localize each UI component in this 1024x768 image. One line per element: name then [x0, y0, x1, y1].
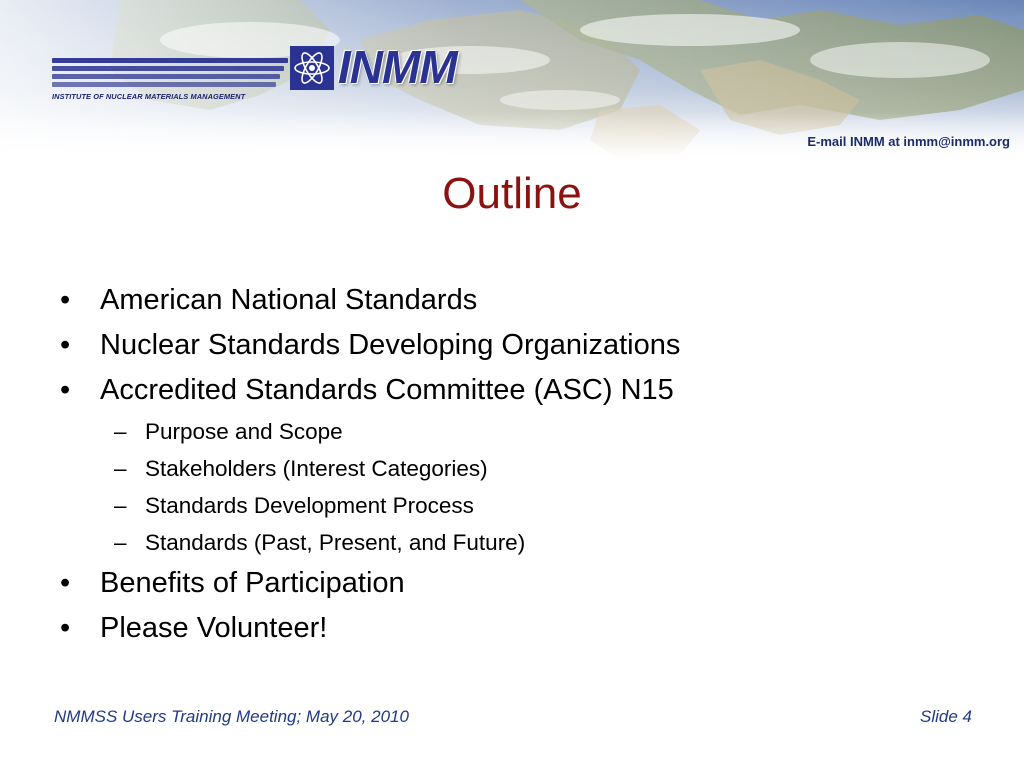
inmm-logo [52, 41, 457, 108]
footer-meeting-info: NMMSS Users Training Meeting; May 20, 2010 [54, 707, 409, 726]
sub-bullet-item [56, 487, 976, 524]
logo-stripes [52, 58, 292, 88]
footer-slide-number: Slide 4 [920, 707, 972, 726]
sub-bullet-marker: – [114, 530, 127, 555]
bullet-text: Please Volunteer! [100, 612, 328, 644]
bullet-marker: • [60, 374, 71, 406]
bullet-marker: • [60, 612, 71, 644]
logo-stripe [52, 82, 276, 87]
bullet-text: Accredited Standards Committee (ASC) N15 [100, 374, 674, 406]
logo-wordmark: INMM [338, 41, 457, 93]
bullet-item [56, 278, 976, 323]
sub-bullet-list [56, 413, 976, 561]
sub-bullet-text: Standards Development Process [145, 493, 474, 518]
sub-bullet-marker: – [114, 419, 127, 444]
sub-bullet-item [56, 450, 976, 487]
logo-subtitle: INSTITUTE OF NUCLEAR MATERIALS MANAGEMENT [52, 92, 246, 101]
bullet-text: American National Standards [100, 284, 478, 316]
bullet-item [56, 606, 976, 651]
bullet-text: Benefits of Participation [100, 567, 405, 599]
sub-bullet-text: Stakeholders (Interest Categories) [145, 456, 488, 481]
logo-stripe [52, 74, 280, 79]
bullet-marker: • [60, 567, 71, 599]
bullet-item [56, 368, 976, 413]
sub-bullet-item [56, 524, 976, 561]
bullet-item [56, 561, 976, 606]
sub-bullet-text: Standards (Past, Present, and Future) [145, 530, 526, 555]
bullet-marker: • [60, 284, 71, 316]
sub-bullet-marker: – [114, 493, 127, 518]
outline-list [56, 278, 976, 651]
bullet-text: Nuclear Standards Developing Organizations [100, 329, 681, 361]
bullet-marker: • [60, 329, 71, 361]
atom-icon [290, 46, 334, 90]
logo-stripe [52, 66, 284, 71]
sub-bullet-text: Purpose and Scope [145, 419, 343, 444]
sub-bullet-marker: – [114, 456, 127, 481]
logo-stripe [52, 58, 288, 63]
slide-title: Outline [442, 169, 582, 218]
sub-bullet-item [56, 413, 976, 450]
bullet-item [56, 323, 976, 368]
contact-email: E-mail INMM at inmm@inmm.org [807, 134, 1010, 149]
